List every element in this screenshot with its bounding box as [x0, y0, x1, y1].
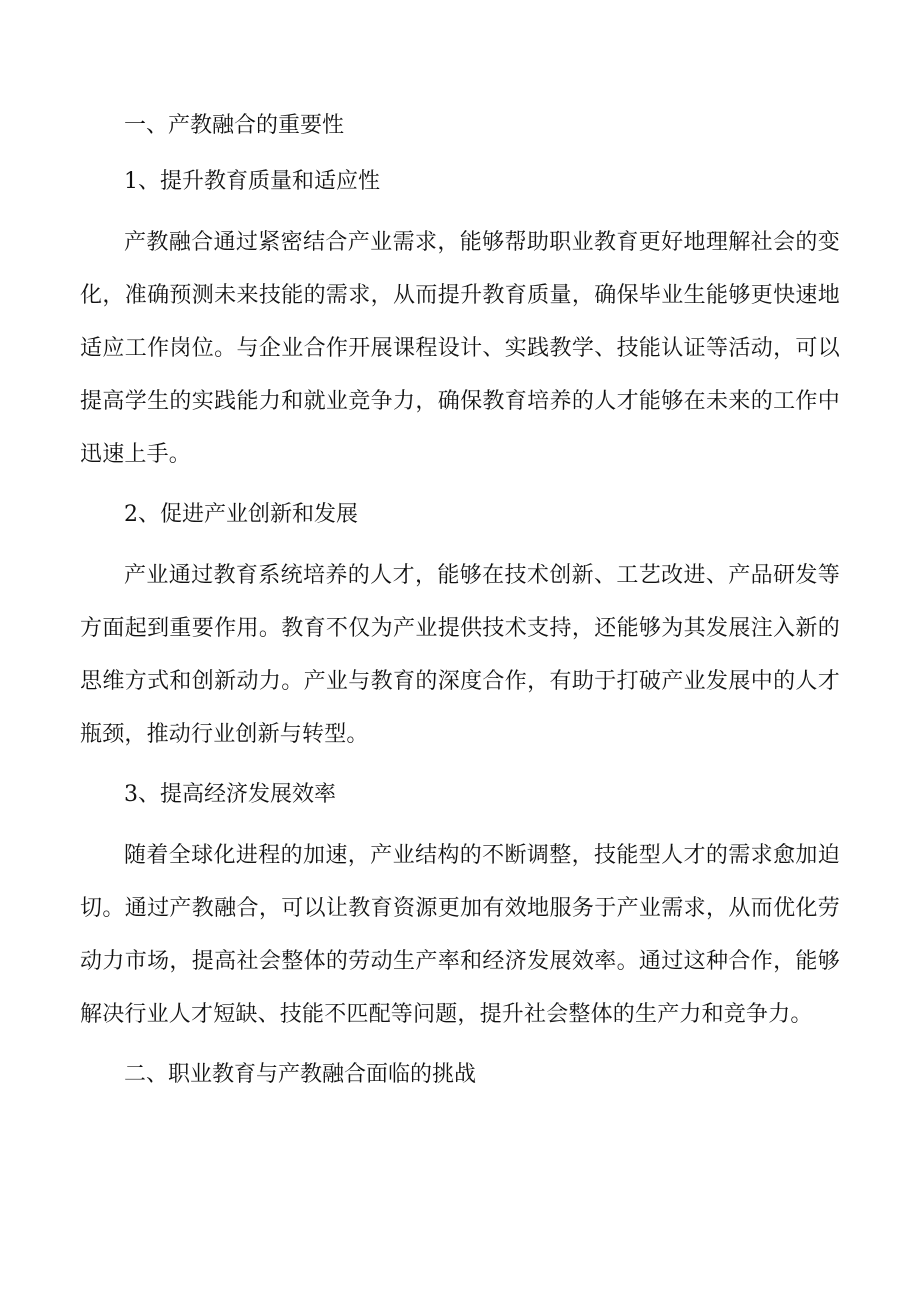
document-page	[80, 104, 840, 1109]
subsection-heading-2: 2、促进产业创新和发展	[124, 502, 358, 527]
paragraph-2: 产业通过教育系统培养的人才，能够在技术创新、工艺改进、产品研发等方面起到重要作用。教育不仅为产业提供技术支持，还能够为其发展注入新的思维方式和创新动力。产业与教育的深度合作，有助于打破产业发展中的人才瓶颈，推动行业创新与转型。	[80, 563, 840, 747]
paragraph-1: 产教融合通过紧密结合产业需求，能够帮助职业教育更好地理解社会的变化，准确预测未来技能的需求，从而提升教育质量，确保毕业生能够更快速地适应工作岗位。与企业合作开展课程设计、实践教学、技能认证等活动，可以提高学生的实践能力和就业竞争力，确保教育培养的人才能够在未来的工作中迅速上手。	[80, 230, 840, 467]
section-heading-1: 一、产教融合的重要性	[124, 113, 345, 138]
subsection-heading-1: 1、提升教育质量和适应性	[124, 169, 380, 194]
section-heading-2: 二、职业教育与产教融合面临的挑战	[124, 1062, 477, 1087]
paragraph-3: 随着全球化进程的加速，产业结构的不断调整，技能型人才的需求愈加迫切。通过产教融合，可以让教育资源更加有效地服务于产业需求，从而优化劳动力市场，提高社会整体的劳动生产率和经济发展效率。通过这种合作，能够解决行业人才短缺、技能不匹配等问题，提升社会整体的生产力和竞争力。	[80, 843, 840, 1027]
subsection-heading-3: 3、提高经济发展效率	[124, 782, 336, 807]
